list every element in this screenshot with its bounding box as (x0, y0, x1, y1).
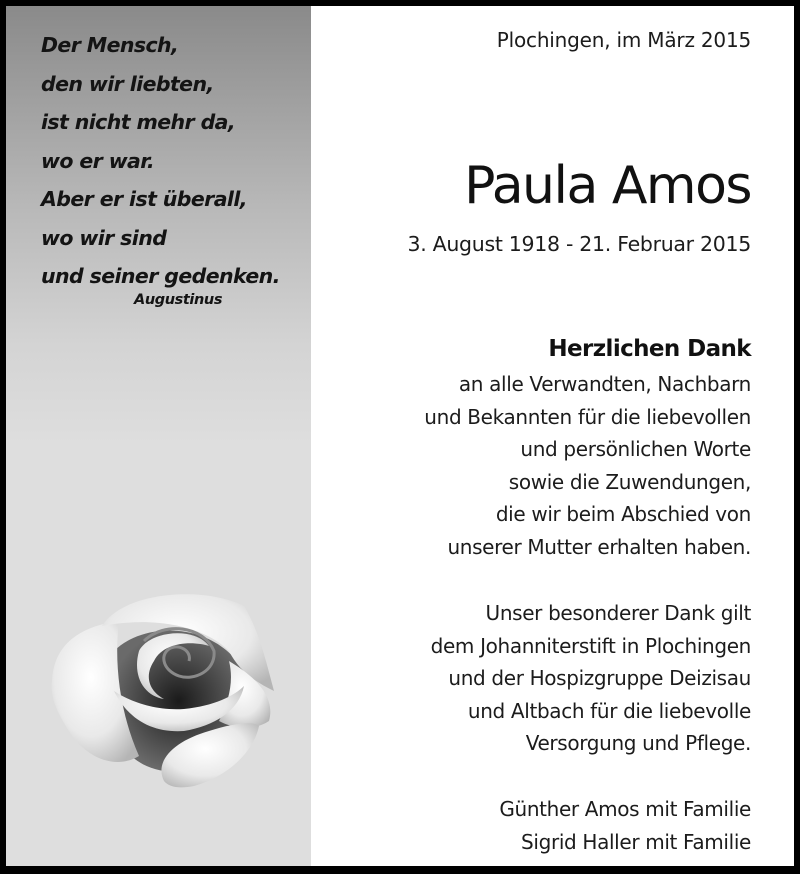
poem-line: ist nicht mehr da, (41, 110, 236, 134)
signature-line: Günther Amos mit Familie (499, 797, 751, 821)
thanks-line: an alle Verwandten, Nachbarn (458, 372, 751, 396)
signatures (499, 793, 751, 858)
poem-line: Der Mensch, (41, 33, 179, 57)
place-and-date: Plochingen, im März 2015 (496, 28, 751, 52)
poem-line: den wir liebten, (41, 71, 214, 96)
special-thanks-line: Versorgung und Pflege. (525, 731, 751, 755)
thanks-line: und Bekannten für die liebevollen (424, 404, 751, 429)
poem-line: wo wir sind (41, 225, 167, 250)
poem-author: Augustinus (134, 292, 223, 308)
special-thanks-line: Unser besonderer Dank gilt (485, 601, 751, 625)
thanks-line: die wir beim Abschied von (495, 502, 751, 526)
special-thanks-line: und der Hospizgruppe Deizisau (448, 666, 751, 690)
life-dates: 3. August 1918 - 21. Februar 2015 (407, 232, 751, 256)
thanks-line: sowie die Zuwendungen, (508, 469, 751, 494)
thanks-section (424, 330, 751, 563)
rose-icon (44, 581, 284, 796)
poem-quote (41, 26, 280, 296)
notice-content (311, 6, 794, 866)
poem-line: wo er war. (41, 148, 155, 173)
quote-panel (6, 6, 311, 866)
signature-line: Sigrid Haller mit Familie (521, 829, 751, 854)
obituary-notice (6, 6, 794, 866)
thanks-line: unserer Mutter erhalten haben. (447, 534, 751, 559)
poem-line: Aber er ist überall, (41, 187, 247, 211)
special-thanks-section (431, 597, 751, 760)
deceased-name: Paula Amos (464, 156, 751, 216)
special-thanks-line: und Altbach für die liebevolle (467, 698, 751, 723)
special-thanks-line: dem Johanniterstift in Plochingen (430, 633, 751, 658)
thanks-heading: Herzlichen Dank (548, 336, 751, 362)
poem-line: und seiner gedenken. (41, 264, 280, 288)
thanks-line: und persönlichen Worte (520, 437, 751, 461)
